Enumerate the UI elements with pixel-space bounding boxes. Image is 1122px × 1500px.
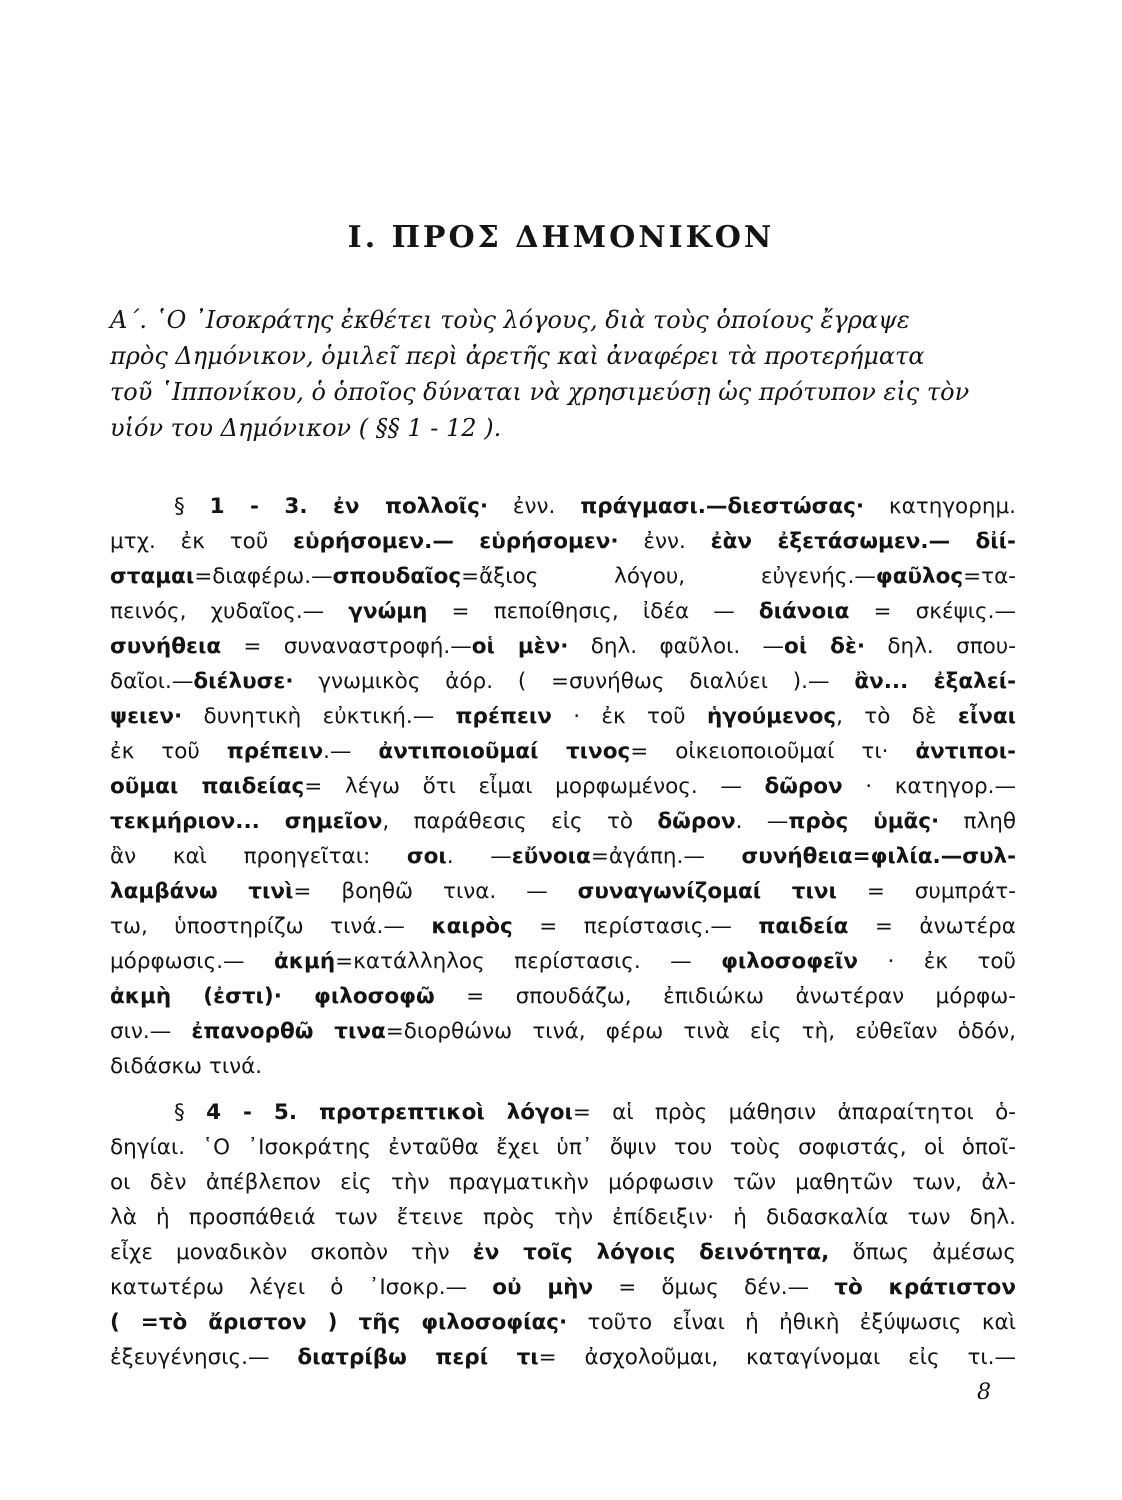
- summary-line: πρὸς Δημόνικον, ὁμιλεῖ περὶ ἀρετῆς καὶ ἀναφέρει τὰ προτερήματα: [110, 342, 925, 370]
- section-1-3-line-4: πεινός, χυδαῖος.— γνώμη = πεποίθησις, ἰδέα — διάνοια = σκέψις.—: [110, 599, 1016, 624]
- section-1-3-line-16: σιν.— ἐπανορθῶ τινα=διορθώνω τινά, φέρω τινὰ εἰς τὴ, εὐθεῖαν ὁδόν,: [110, 1019, 1016, 1044]
- section-1-3-line-9: οῦμαι παιδείας= λέγω ὅτι εἶμαι μορφωμένος. — δῶρον · κατηγορ.—: [110, 774, 1017, 799]
- section-4-5-line-6: κατωτέρω λέγει ὁ ᾿Ισοκρ.— οὐ μὴν = ὅμως δέν.— τὸ κράτιστον: [110, 1275, 1016, 1300]
- page-number: 8: [977, 1380, 991, 1405]
- section-4-5-line-5: εἶχε μοναδικὸν σκοπὸν τὴν ἐν τοῖς λόγοις δεινότητα, ὅπως ἀμέσως: [110, 1240, 1016, 1265]
- summary-line: τοῦ ῾Ιππονίκου, ὁ ὁποῖος δύναται νὰ χρησιμεύσῃ ὡς πρότυπον εἰς τὸν: [110, 378, 970, 406]
- section-1-3-line-5: συνήθεια = συναναστροφή.—οἱ μὲν· δηλ. φαῦλοι. —οἱ δὲ· δηλ. σπου-: [110, 634, 1016, 659]
- summary-line: υἱόν του Δημόνικον ( §§ 1 - 12 ).: [110, 414, 502, 442]
- section-4-5-line-7: ( =τὸ ἄριστον ) τῆς φιλοσοφίας· τοῦτο εἶναι ἡ ἠθικὴ ἐξύψωσις καὶ: [110, 1310, 1016, 1335]
- section-1-3-line-17: διδάσκω τινά.: [110, 1054, 263, 1079]
- section-1-3-line-8: ἐκ τοῦ πρέπειν.— ἀντιποιοῦμαί τινος= οἰκειοποιοῦμαί τι· ἀντιποι-: [110, 739, 1016, 764]
- section-1-3-line-1: § 1 - 3. ἐν πολλοῖς· ἐνν. πράγμασι.—διεστώσας· κατηγορημ.: [174, 494, 1016, 519]
- section-4-5-line-2: δηγίαι. ῾Ο ᾿Ισοκράτης ἐνταῦθα ἔχει ὑπ᾿ ὄψιν του τοὺς σοφιστάς, οἱ ὁποῖ-: [110, 1135, 1016, 1160]
- summary-line: Α΄. ῾Ο ᾿Ισοκράτης ἐκθέτει τοὺς λόγους, διὰ τοὺς ὁποίους ἔγραψε: [110, 306, 910, 334]
- section-1-3-line-10: τεκμήριον... σημεῖον, παράθεσις εἰς τὸ δῶρον. —πρὸς ὑμᾶς· πληθ: [110, 809, 1017, 834]
- section-1-3-line-13: τω, ὑποστηρίζω τινά.— καιρὸς = περίστασις.— παιδεία = ἀνωτέρα: [110, 914, 1016, 939]
- section-1-3-line-2: μτχ. ἐκ τοῦ εὑρήσομεν.— εὑρήσομεν· ἐνν. ἐὰν ἐξετάσωμεν.— δἰί-: [110, 529, 1016, 554]
- section-1-3-line-12: λαμβάνω τινὶ= βοηθῶ τινα. — συναγωνίζομαί τινι = συμπράτ-: [110, 879, 1016, 904]
- section-1-3-line-6: δαῖοι.—διέλυσε· γνωμικὸς ἀόρ. ( =συνήθως διαλύει ).— ἂν... ἐξαλεί-: [110, 669, 1016, 694]
- section-1-3-line-11: ἂν καὶ προηγεῖται: σοι. —εὔνοια=ἀγάπη.— συνήθεια=φιλία.—συλ-: [110, 844, 1016, 869]
- chapter-title: Ι. ΠΡΟΣ ΔΗΜΟΝΙΚΟΝ: [347, 220, 775, 255]
- chapter-summary: [110, 302, 990, 446]
- section-1-3-line-3: σταμαι=διαφέρω.—σπουδαῖος=ἄξιος λόγου, εὐγενής.—φαῦλος=τα-: [110, 564, 1016, 589]
- section-4-5-line-1: § 4 - 5. προτρεπτικοὶ λόγοι= αἱ πρὸς μάθησιν ἀπαραίτητοι ὁ-: [174, 1100, 1016, 1125]
- section-4-5-line-3: οι δὲν ἀπέβλεπον εἰς τὴν πραγματικὴν μόρφωσιν τῶν μαθητῶν των, ἀλ-: [110, 1170, 1016, 1195]
- section-1-3-line-14: μόρφωσις.— ἀκμή=κατάλληλος περίστασις. — φιλοσοφεῖν · ἐκ τοῦ: [110, 949, 1016, 974]
- section-4-5-line-8: ἐξευγένησις.— διατρίβω περί τι= ἀσχολοῦμαι, καταγίνομαι εἰς τι.—: [110, 1345, 1017, 1370]
- section-1-3-line-15: ἀκμὴ (ἐστι)· φιλοσοφῶ = σπουδάζω, ἐπιδιώκω ἀνωτέραν μόρφω-: [110, 984, 1016, 1009]
- section-1-3-line-7: ψειεν· δυνητικὴ εὐκτική.— πρέπειν · ἐκ τοῦ ἡγούμενος, τὸ δὲ εἶναι: [110, 704, 1016, 729]
- section-4-5-line-4: λὰ ἡ προσπάθειά των ἔτεινε πρὸς τὴν ἐπίδειξιν· ἡ διδασκαλία των δηλ.: [110, 1205, 1016, 1230]
